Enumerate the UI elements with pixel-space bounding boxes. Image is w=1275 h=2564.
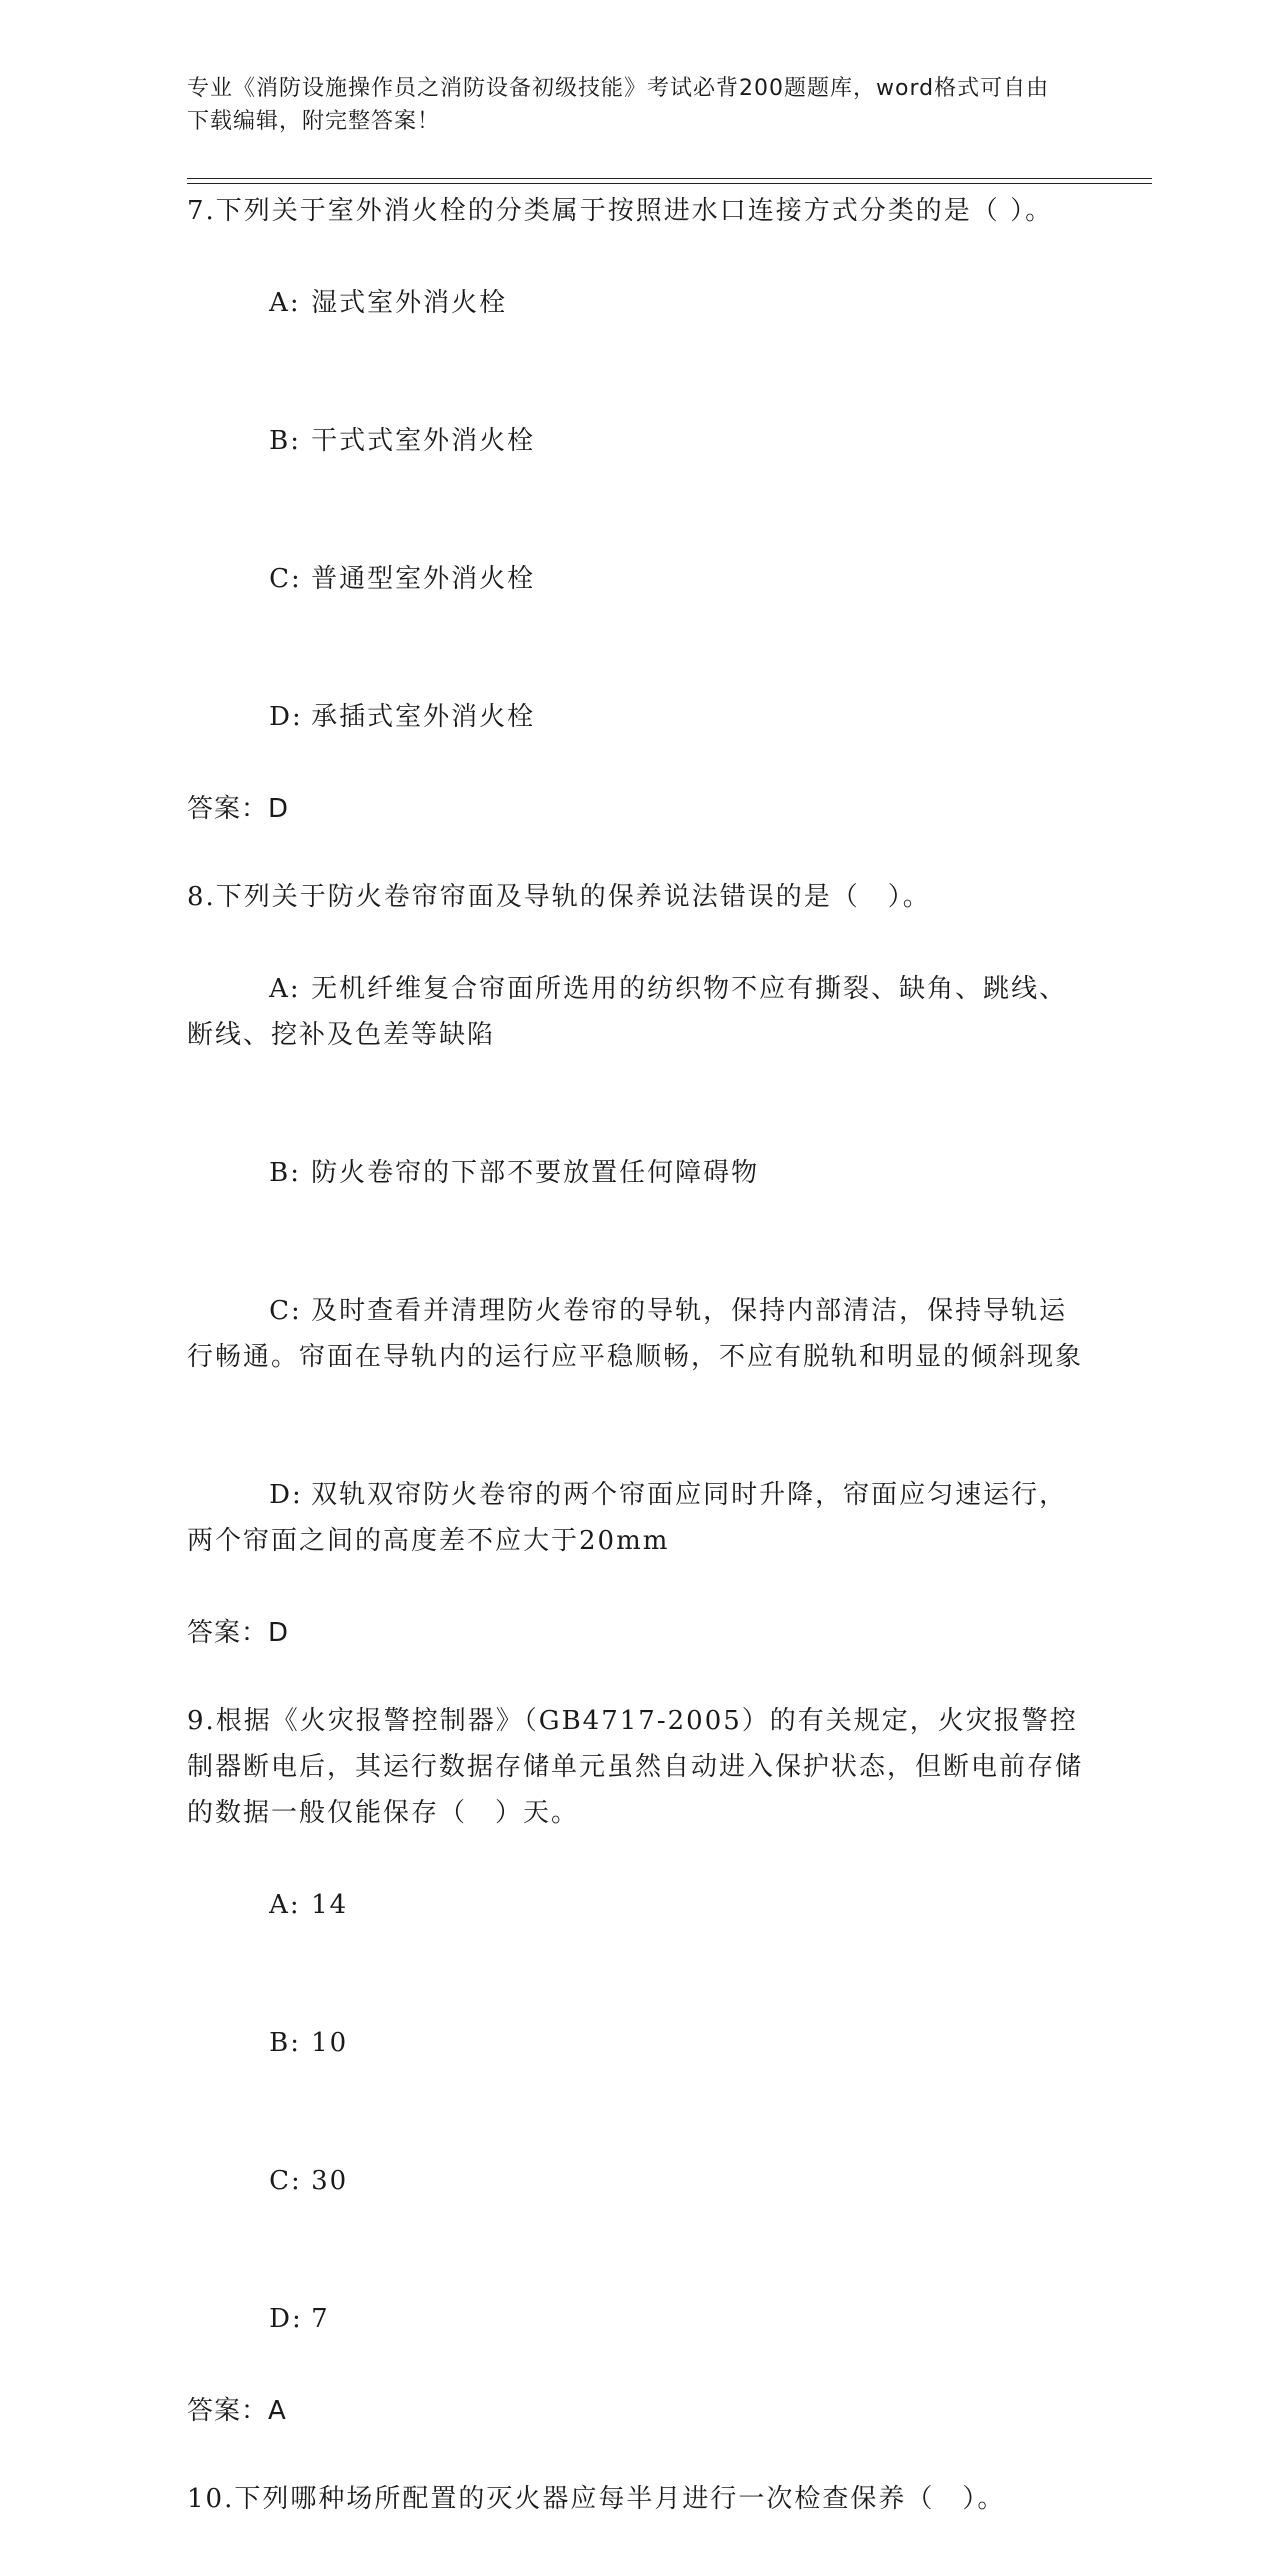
option-letter: C: [269, 2166, 302, 2196]
option-text: 及时查看并清理防火卷帘的导轨，保持内部清洁，保持导轨运行畅通。帘面在导轨内的运行应平稳顺畅，不应有脱轨和明显的倾斜现象 [187, 1296, 1084, 1372]
option-letter: A: [269, 288, 301, 318]
question-stem: 9.根据《火灾报警控制器》（GB4717-2005）的有关规定，火灾报警控制器断电后，其运行数据存储单元虽然自动进入保护状态，但断电前存储的数据一般仅能保存（ ）天。 [187, 1706, 1084, 1828]
option-text: 14 [311, 1890, 349, 1920]
option-letter: D: [269, 702, 303, 732]
question-stem: 8.下列关于防火卷帘帘面及导轨的保养说法错误的是（ ）。 [187, 882, 931, 912]
option-a [187, 234, 1087, 372]
option-a [187, 1836, 1087, 1974]
option-letter: C: [269, 564, 302, 594]
question-stem: 7.下列关于室外消火栓的分类属于按照进水口连接方式分类的是（ ）。 [187, 196, 1054, 226]
option-text: 普通型室外消火栓 [311, 564, 536, 594]
option-text: 7 [311, 2304, 330, 2334]
question-list [187, 188, 1087, 2564]
option-letter: D: [269, 2304, 303, 2334]
answer-label: 答案：D [187, 794, 290, 824]
question-9 [187, 1698, 1087, 2434]
option-text: 防火卷帘的下部不要放置任何障碍物 [311, 1158, 760, 1188]
option-letter: B: [269, 426, 301, 456]
question-10 [187, 2476, 1087, 2522]
question-stem: 10.下列哪种场所配置的灭火器应每半月进行一次检查保养（ ）。 [187, 2484, 1006, 2514]
answer-label: 答案：A [187, 2396, 287, 2426]
document-header: 专业《消防设施操作员之消防设备初级技能》考试必背200题题库，word格式可自由下载编辑，附完整答案！ [187, 76, 1050, 134]
option-letter: B: [269, 1158, 301, 1188]
answer-label: 答案：D [187, 1618, 290, 1648]
option-c [187, 2112, 1087, 2250]
option-text: 无机纤维复合帘面所选用的纺织物不应有撕裂、缺角、跳线、断线、挖补及色差等缺陷 [187, 974, 1068, 1050]
option-letter: A: [269, 1890, 301, 1920]
option-c [187, 510, 1087, 648]
option-text: 双轨双帘防火卷帘的两个帘面应同时升降，帘面应匀速运行，两个帘面之间的高度差不应大于20mm [187, 1480, 1068, 1556]
header-rule-bottom [187, 183, 1152, 184]
option-d [187, 2250, 1087, 2388]
option-text: 10 [311, 2028, 349, 2058]
option-text: 承插式室外消火栓 [311, 702, 536, 732]
option-letter: D: [269, 1480, 303, 1510]
option-d [187, 648, 1087, 786]
option-letter: C: [269, 1296, 302, 1326]
option-letter: B: [269, 2028, 301, 2058]
option-text: 30 [311, 2166, 349, 2196]
option-b [187, 372, 1087, 510]
option-d [187, 1426, 1087, 1610]
option-text: 干式式室外消火栓 [311, 426, 536, 456]
option-text: 湿式室外消火栓 [311, 288, 508, 318]
option-b [187, 1104, 1087, 1242]
option-letter: A: [269, 974, 301, 1004]
header-rule-top [187, 178, 1152, 179]
question-8 [187, 874, 1087, 1656]
option-c [187, 1242, 1087, 1426]
option-a [187, 920, 1087, 1104]
option-b [187, 1974, 1087, 2112]
question-7 [187, 188, 1087, 832]
